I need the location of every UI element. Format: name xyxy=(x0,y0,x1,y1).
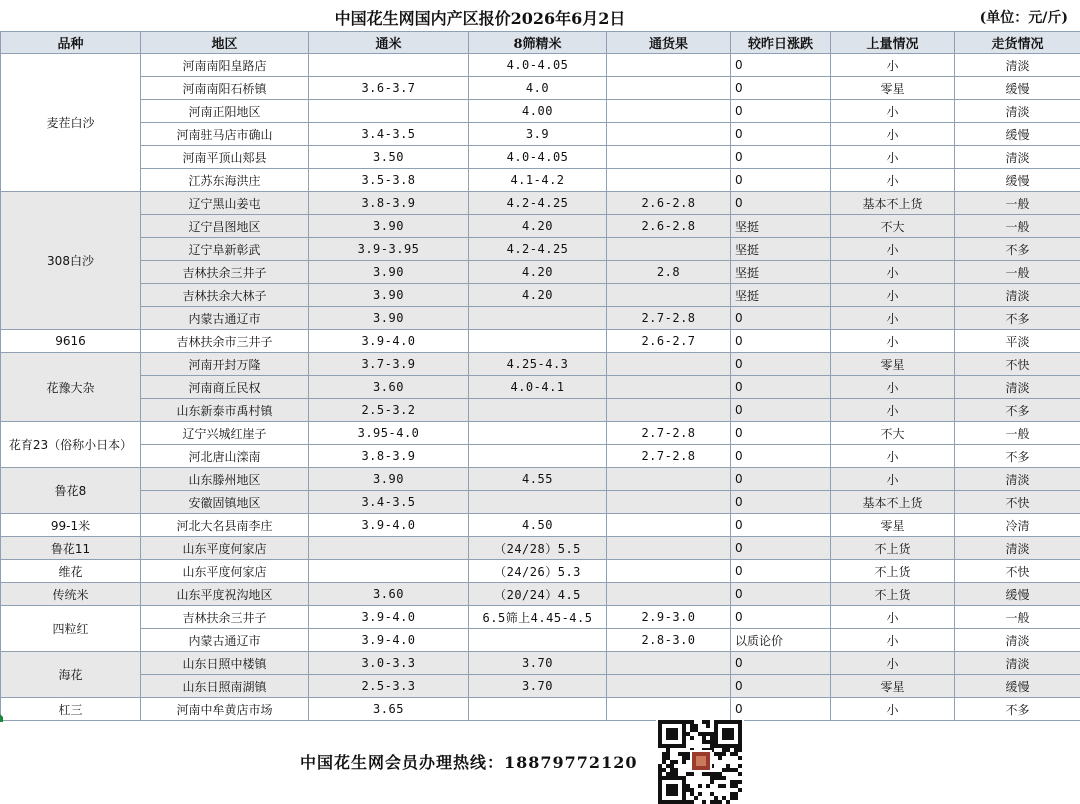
member-hotline: 中国花生网会员办理热线：18879772120 xyxy=(300,753,638,772)
sales-cell: 平淡 xyxy=(955,330,1080,353)
tongmi-cell: 3.60 xyxy=(309,376,469,399)
sales-cell: 清淡 xyxy=(955,146,1080,169)
table-row xyxy=(1,284,1080,307)
tongmi-cell: 3.6-3.7 xyxy=(309,77,469,100)
region-cell: 辽宁昌图地区 xyxy=(141,215,309,238)
sales-cell: 不快 xyxy=(955,491,1080,514)
supply-cell: 基本不上货 xyxy=(831,192,955,215)
variety-cell: 花育23（俗称小日本） xyxy=(1,422,141,468)
change-cell: 0 xyxy=(731,468,831,491)
region-cell: 安徽固镇地区 xyxy=(141,491,309,514)
jingmi-cell: 4.20 xyxy=(469,284,607,307)
supply-cell: 小 xyxy=(831,606,955,629)
table-row xyxy=(1,468,1080,491)
tonghuo-cell: 2.7-2.8 xyxy=(607,307,731,330)
change-cell: 坚挺 xyxy=(731,284,831,307)
change-cell: 0 xyxy=(731,192,831,215)
supply-cell: 小 xyxy=(831,652,955,675)
jingmi-cell: 4.0-4.05 xyxy=(469,146,607,169)
table-row xyxy=(1,169,1080,192)
supply-cell: 小 xyxy=(831,698,955,721)
table-row xyxy=(1,238,1080,261)
table-row xyxy=(1,330,1080,353)
change-cell: 0 xyxy=(731,123,831,146)
sales-cell: 缓慢 xyxy=(955,77,1080,100)
variety-cell: 杠三 xyxy=(1,698,141,721)
tonghuo-cell: 2.7-2.8 xyxy=(607,422,731,445)
variety-cell: 维花 xyxy=(1,560,141,583)
supply-cell: 小 xyxy=(831,146,955,169)
change-cell: 坚挺 xyxy=(731,261,831,284)
sales-cell: 缓慢 xyxy=(955,169,1080,192)
change-cell: 0 xyxy=(731,100,831,123)
jingmi-cell xyxy=(469,491,607,514)
col-header-tongmi: 通米 xyxy=(309,32,469,54)
tongmi-cell: 3.9-4.0 xyxy=(309,606,469,629)
jingmi-cell xyxy=(469,445,607,468)
sales-cell: 清淡 xyxy=(955,284,1080,307)
tonghuo-cell: 2.6-2.7 xyxy=(607,330,731,353)
region-cell: 河南正阳地区 xyxy=(141,100,309,123)
jingmi-cell: 4.1-4.2 xyxy=(469,169,607,192)
tonghuo-cell: 2.6-2.8 xyxy=(607,192,731,215)
table-row xyxy=(1,353,1080,376)
table-row xyxy=(1,514,1080,537)
sales-cell: 清淡 xyxy=(955,54,1080,77)
table-body xyxy=(1,54,1080,721)
region-cell: 河南南阳皇路店 xyxy=(141,54,309,77)
tongmi-cell xyxy=(309,54,469,77)
change-cell: 0 xyxy=(731,376,831,399)
jingmi-cell: 3.9 xyxy=(469,123,607,146)
price-table xyxy=(0,31,1080,721)
supply-cell: 小 xyxy=(831,399,955,422)
jingmi-cell: 4.0-4.1 xyxy=(469,376,607,399)
region-cell: 河北大名县南李庄 xyxy=(141,514,309,537)
supply-cell: 小 xyxy=(831,261,955,284)
tongmi-cell: 3.90 xyxy=(309,261,469,284)
variety-cell: 麦茬白沙 xyxy=(1,54,141,192)
sales-cell: 清淡 xyxy=(955,652,1080,675)
change-cell: 0 xyxy=(731,652,831,675)
supply-cell: 小 xyxy=(831,284,955,307)
change-cell: 0 xyxy=(731,514,831,537)
col-header-supply: 上量情况 xyxy=(831,32,955,54)
change-cell: 坚挺 xyxy=(731,215,831,238)
jingmi-cell: 4.20 xyxy=(469,215,607,238)
change-cell: 坚挺 xyxy=(731,238,831,261)
tongmi-cell: 3.4-3.5 xyxy=(309,123,469,146)
tongmi-cell: 3.90 xyxy=(309,307,469,330)
variety-cell: 四粒红 xyxy=(1,606,141,652)
table-row xyxy=(1,146,1080,169)
jingmi-cell: 3.70 xyxy=(469,652,607,675)
supply-cell: 小 xyxy=(831,445,955,468)
tonghuo-cell xyxy=(607,675,731,698)
supply-cell: 小 xyxy=(831,123,955,146)
change-cell: 0 xyxy=(731,307,831,330)
sales-cell: 不多 xyxy=(955,698,1080,721)
region-cell: 河北唐山滦南 xyxy=(141,445,309,468)
sales-cell: 清淡 xyxy=(955,537,1080,560)
tonghuo-cell xyxy=(607,491,731,514)
tonghuo-cell xyxy=(607,468,731,491)
jingmi-cell: 4.20 xyxy=(469,261,607,284)
sales-cell: 清淡 xyxy=(955,629,1080,652)
tonghuo-cell: 2.7-2.8 xyxy=(607,445,731,468)
tonghuo-cell xyxy=(607,169,731,192)
sales-cell: 清淡 xyxy=(955,376,1080,399)
table-row xyxy=(1,445,1080,468)
supply-cell: 基本不上货 xyxy=(831,491,955,514)
sales-cell: 清淡 xyxy=(955,468,1080,491)
tonghuo-cell: 2.9-3.0 xyxy=(607,606,731,629)
region-cell: 辽宁兴城红崖子 xyxy=(141,422,309,445)
tonghuo-cell xyxy=(607,537,731,560)
tongmi-cell: 3.90 xyxy=(309,284,469,307)
sales-cell: 缓慢 xyxy=(955,583,1080,606)
tonghuo-cell xyxy=(607,238,731,261)
sales-cell: 不多 xyxy=(955,238,1080,261)
tonghuo-cell: 2.6-2.8 xyxy=(607,215,731,238)
jingmi-cell xyxy=(469,422,607,445)
region-cell: 河南开封万隆 xyxy=(141,353,309,376)
jingmi-cell: 4.50 xyxy=(469,514,607,537)
region-cell: 山东新泰市禹村镇 xyxy=(141,399,309,422)
sales-cell: 一般 xyxy=(955,261,1080,284)
sales-cell: 不多 xyxy=(955,307,1080,330)
tongmi-cell xyxy=(309,537,469,560)
sales-cell: 不多 xyxy=(955,399,1080,422)
jingmi-cell: 4.0-4.05 xyxy=(469,54,607,77)
change-cell: 0 xyxy=(731,491,831,514)
footer xyxy=(0,714,1080,804)
tonghuo-cell xyxy=(607,54,731,77)
variety-cell: 海花 xyxy=(1,652,141,698)
table-row xyxy=(1,629,1080,652)
tonghuo-cell: 2.8 xyxy=(607,261,731,284)
change-cell: 0 xyxy=(731,353,831,376)
tonghuo-cell xyxy=(607,146,731,169)
unit-label: (单位：元/斤) xyxy=(979,10,1068,26)
tongmi-cell: 3.9-4.0 xyxy=(309,330,469,353)
supply-cell: 不上货 xyxy=(831,560,955,583)
tongmi-cell: 3.90 xyxy=(309,215,469,238)
tongmi-cell: 3.9-3.95 xyxy=(309,238,469,261)
table-row xyxy=(1,675,1080,698)
supply-cell: 不上货 xyxy=(831,583,955,606)
supply-cell: 零星 xyxy=(831,353,955,376)
tonghuo-cell xyxy=(607,100,731,123)
jingmi-cell: 4.2-4.25 xyxy=(469,192,607,215)
jingmi-cell: 6.5筛上4.45-4.5 xyxy=(469,606,607,629)
table-row xyxy=(1,583,1080,606)
jingmi-cell: 3.70 xyxy=(469,675,607,698)
supply-cell: 小 xyxy=(831,100,955,123)
tonghuo-cell xyxy=(607,123,731,146)
supply-cell: 小 xyxy=(831,238,955,261)
tonghuo-cell xyxy=(607,77,731,100)
tongmi-cell: 2.5-3.2 xyxy=(309,399,469,422)
jingmi-cell: （24/28）5.5 xyxy=(469,537,607,560)
tongmi-cell: 3.8-3.9 xyxy=(309,445,469,468)
tonghuo-cell xyxy=(607,583,731,606)
table-row xyxy=(1,77,1080,100)
region-cell: 河南驻马店市确山 xyxy=(141,123,309,146)
col-header-jingmi: 8筛精米 xyxy=(469,32,607,54)
region-cell: 内蒙古通辽市 xyxy=(141,307,309,330)
change-cell: 0 xyxy=(731,77,831,100)
change-cell: 0 xyxy=(731,422,831,445)
region-cell: 吉林扶余大林子 xyxy=(141,284,309,307)
region-cell: 河南平顶山郏县 xyxy=(141,146,309,169)
page-title: 中国花生网国内产区报价2026年6月2日 xyxy=(334,9,626,28)
supply-cell: 不大 xyxy=(831,215,955,238)
tongmi-cell: 3.95-4.0 xyxy=(309,422,469,445)
supply-cell: 小 xyxy=(831,330,955,353)
title-row xyxy=(0,0,1080,31)
table-header-row xyxy=(1,32,1080,54)
change-cell: 0 xyxy=(731,537,831,560)
change-cell: 0 xyxy=(731,606,831,629)
region-cell: 河南商丘民权 xyxy=(141,376,309,399)
col-header-tonghuo: 通货果 xyxy=(607,32,731,54)
region-cell: 吉林扶余三井子 xyxy=(141,606,309,629)
table-row xyxy=(1,123,1080,146)
change-cell: 0 xyxy=(731,583,831,606)
supply-cell: 小 xyxy=(831,468,955,491)
tongmi-cell: 2.5-3.3 xyxy=(309,675,469,698)
sales-cell: 不多 xyxy=(955,445,1080,468)
sales-cell: 一般 xyxy=(955,215,1080,238)
table-row xyxy=(1,307,1080,330)
table-row xyxy=(1,261,1080,284)
supply-cell: 零星 xyxy=(831,675,955,698)
tonghuo-cell xyxy=(607,560,731,583)
sales-cell: 冷清 xyxy=(955,514,1080,537)
supply-cell: 小 xyxy=(831,376,955,399)
tongmi-cell xyxy=(309,560,469,583)
table-row xyxy=(1,54,1080,77)
table-row xyxy=(1,537,1080,560)
sales-cell: 一般 xyxy=(955,606,1080,629)
sales-cell: 一般 xyxy=(955,422,1080,445)
region-cell: 江苏东海洪庄 xyxy=(141,169,309,192)
col-header-sales: 走货情况 xyxy=(955,32,1080,54)
change-cell: 以质论价 xyxy=(731,629,831,652)
jingmi-cell: 4.2-4.25 xyxy=(469,238,607,261)
tongmi-cell: 3.5-3.8 xyxy=(309,169,469,192)
table-row xyxy=(1,422,1080,445)
tongmi-cell: 3.65 xyxy=(309,698,469,721)
region-cell: 山东日照南湖镇 xyxy=(141,675,309,698)
table-row xyxy=(1,491,1080,514)
supply-cell: 小 xyxy=(831,169,955,192)
region-cell: 山东平度何家店 xyxy=(141,560,309,583)
table-row xyxy=(1,192,1080,215)
change-cell: 0 xyxy=(731,169,831,192)
change-cell: 0 xyxy=(731,675,831,698)
variety-cell: 9616 xyxy=(1,330,141,353)
table-row xyxy=(1,376,1080,399)
tongmi-cell: 3.8-3.9 xyxy=(309,192,469,215)
table-row xyxy=(1,606,1080,629)
sales-cell: 一般 xyxy=(955,192,1080,215)
supply-cell: 零星 xyxy=(831,514,955,537)
sales-cell: 缓慢 xyxy=(955,675,1080,698)
table-row xyxy=(1,100,1080,123)
tongmi-cell: 3.50 xyxy=(309,146,469,169)
change-cell: 0 xyxy=(731,54,831,77)
jingmi-cell: 4.00 xyxy=(469,100,607,123)
sales-cell: 缓慢 xyxy=(955,123,1080,146)
tonghuo-cell xyxy=(607,652,731,675)
table-row xyxy=(1,215,1080,238)
table-row xyxy=(1,399,1080,422)
jingmi-cell xyxy=(469,399,607,422)
tonghuo-cell: 2.8-3.0 xyxy=(607,629,731,652)
tonghuo-cell xyxy=(607,353,731,376)
tongmi-cell: 3.4-3.5 xyxy=(309,491,469,514)
region-cell: 山东日照中楼镇 xyxy=(141,652,309,675)
supply-cell: 小 xyxy=(831,307,955,330)
sales-cell: 清淡 xyxy=(955,100,1080,123)
change-cell: 0 xyxy=(731,399,831,422)
variety-cell: 花豫大杂 xyxy=(1,353,141,422)
col-header-variety: 品种 xyxy=(1,32,141,54)
tonghuo-cell xyxy=(607,514,731,537)
table-row xyxy=(1,560,1080,583)
tongmi-cell: 3.9-4.0 xyxy=(309,514,469,537)
region-cell: 内蒙古通辽市 xyxy=(141,629,309,652)
jingmi-cell: 4.25-4.3 xyxy=(469,353,607,376)
region-cell: 吉林扶余市三井子 xyxy=(141,330,309,353)
jingmi-cell xyxy=(469,629,607,652)
region-cell: 山东滕州地区 xyxy=(141,468,309,491)
region-cell: 辽宁黑山姜屯 xyxy=(141,192,309,215)
supply-cell: 小 xyxy=(831,629,955,652)
change-cell: 0 xyxy=(731,698,831,721)
tonghuo-cell xyxy=(607,399,731,422)
tongmi-cell: 3.60 xyxy=(309,583,469,606)
change-cell: 0 xyxy=(731,146,831,169)
jingmi-cell: （24/26）5.3 xyxy=(469,560,607,583)
change-cell: 0 xyxy=(731,560,831,583)
jingmi-cell xyxy=(469,307,607,330)
tongmi-cell: 3.0-3.3 xyxy=(309,652,469,675)
sales-cell: 不快 xyxy=(955,560,1080,583)
variety-cell: 传统米 xyxy=(1,583,141,606)
change-cell: 0 xyxy=(731,330,831,353)
table-row xyxy=(1,652,1080,675)
supply-cell: 小 xyxy=(831,54,955,77)
variety-cell: 308白沙 xyxy=(1,192,141,330)
variety-cell: 鲁花8 xyxy=(1,468,141,514)
region-cell: 辽宁阜新彰武 xyxy=(141,238,309,261)
tongmi-cell xyxy=(309,100,469,123)
col-header-region: 地区 xyxy=(141,32,309,54)
tonghuo-cell xyxy=(607,376,731,399)
col-header-change: 较昨日涨跌 xyxy=(731,32,831,54)
region-cell: 山东平度何家店 xyxy=(141,537,309,560)
tonghuo-cell xyxy=(607,284,731,307)
jingmi-cell: 4.0 xyxy=(469,77,607,100)
qr-code-icon[interactable] xyxy=(656,720,744,804)
variety-cell: 鲁花11 xyxy=(1,537,141,560)
region-cell: 河南南阳石桥镇 xyxy=(141,77,309,100)
tongmi-cell: 3.9-4.0 xyxy=(309,629,469,652)
variety-cell: 99-1米 xyxy=(1,514,141,537)
jingmi-cell xyxy=(469,330,607,353)
region-cell: 吉林扶余三井子 xyxy=(141,261,309,284)
jingmi-cell: 4.55 xyxy=(469,468,607,491)
tongmi-cell: 3.90 xyxy=(309,468,469,491)
supply-cell: 零星 xyxy=(831,77,955,100)
change-cell: 0 xyxy=(731,445,831,468)
sales-cell: 不快 xyxy=(955,353,1080,376)
supply-cell: 不大 xyxy=(831,422,955,445)
supply-cell: 不上货 xyxy=(831,537,955,560)
region-cell: 河南中牟黄店市场 xyxy=(141,698,309,721)
jingmi-cell: （20/24）4.5 xyxy=(469,583,607,606)
tongmi-cell: 3.7-3.9 xyxy=(309,353,469,376)
region-cell: 山东平度祝沟地区 xyxy=(141,583,309,606)
